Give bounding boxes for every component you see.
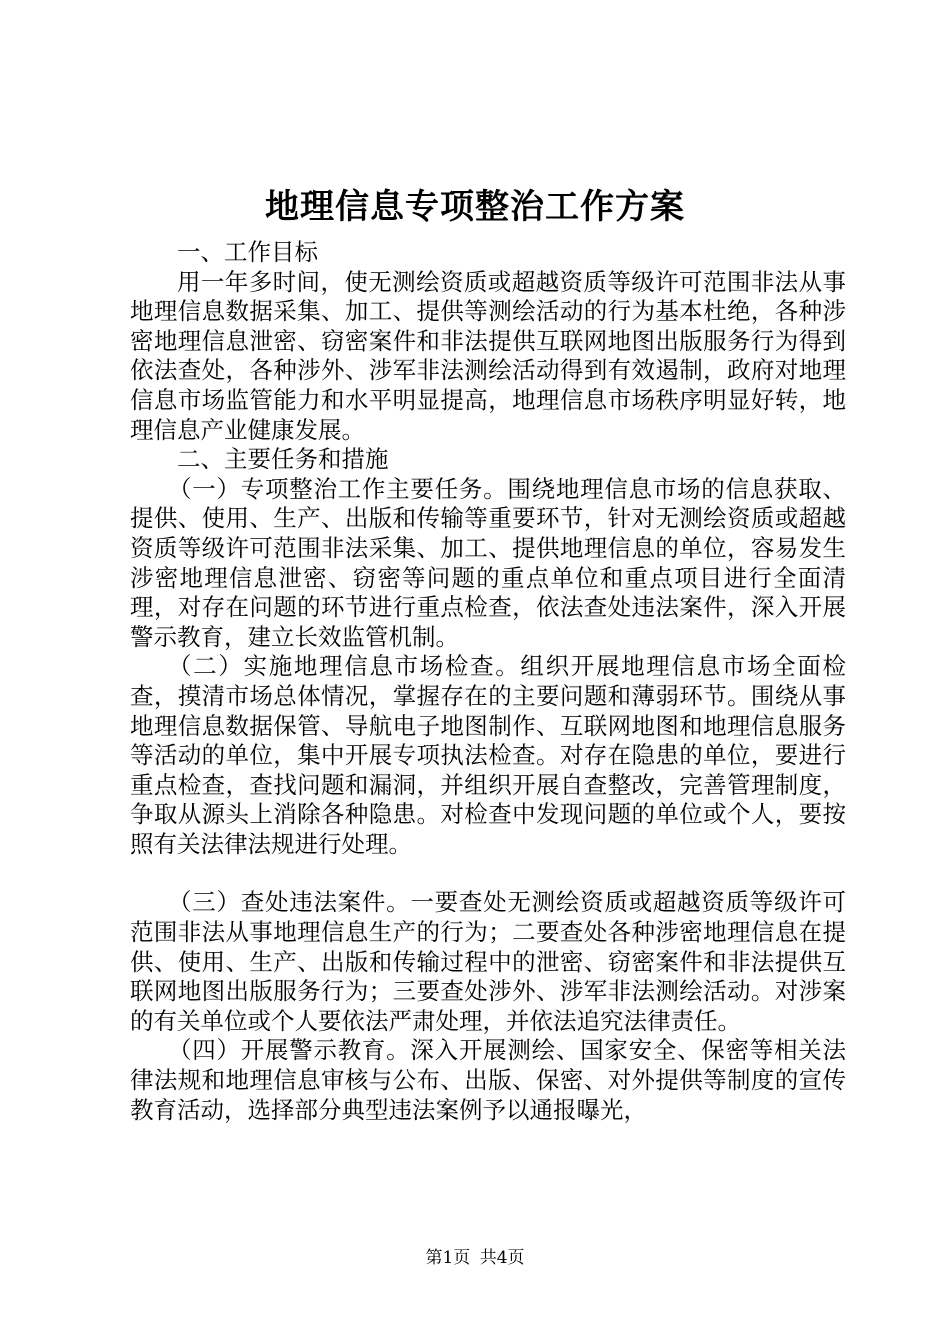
page-footer [0,1243,950,1268]
paragraph-task-1: （一）专项整治工作主要任务。围绕地理信息市场的信息获取、提供、使用、生产、出版和传输等重要环节，针对无测绘资质或超越资质等级许可范围非法采集、加工、提供地理信息的单位，容易发生涉密地理信息泄密、窃密等问题的重点单位和重点项目进行全面清理，对存在问题的环节进行重点检查，依法查处违法案件，深入开展警示教育，建立长效监管机制。 [130,474,846,651]
paragraph-task-4: （四）开展警示教育。深入开展测绘、国家安全、保密等相关法律法规和地理信息审核与公布、出版、保密、对外提供等制度的宣传教育活动，选择部分典型违法案例予以通报曝光， [130,1036,846,1124]
section-heading-tasks: 二、主要任务和措施 [177,445,389,474]
paragraph-goals: 用一年多时间，使无测绘资质或超越资质等级许可范围非法从事地理信息数据采集、加工、提供等测绘活动的行为基本杜绝，各种涉密地理信息泄密、窃密案件和非法提供互联网地图出版服务行为得到依法查处，各种涉外、涉军非法测绘活动得到有效遏制，政府对地理信息市场监管能力和水平明显提高，地理信息市场秩序明显好转，地理信息产业健康发展。 [130,267,846,444]
section-heading-goals: 一、工作目标 [177,238,318,266]
document-title: 地理信息专项整治工作方案 [265,187,685,227]
paragraph-gap [130,859,846,888]
paragraph-task-2: （二）实施地理信息市场检查。组织开展地理信息市场全面检查，摸清市场总体情况，掌握存在的主要问题和薄弱环节。围绕从事地理信息数据保管、导航电子地图制作、互联网地图和地理信息服务等活动的单位，集中开展专项执法检查。对存在隐患的单位，要进行重点检查，查找问题和漏洞，并组织开展自查整改，完善管理制度，争取从源头上消除各种隐患。对检查中发现问题的单位或个人，要按照有关法律法规进行处理。 [130,652,846,858]
page-number: 第1页 [425,1248,471,1268]
page-total: 共4页 [479,1248,525,1268]
paragraph-task-3: （三）查处违法案件。一要查处无测绘资质或超越资质等级许可范围非法从事地理信息生产的行为；二要查处各种涉密地理信息在提供、使用、生产、出版和传输过程中的泄密、窃密案件和非法提供互联网地图出版服务行为；三要查处涉外、涉军非法测绘活动。对涉案的有关单位或个人要依法严肃处理，并依法追究法律责任。 [130,888,846,1035]
document-body [130,238,846,1125]
